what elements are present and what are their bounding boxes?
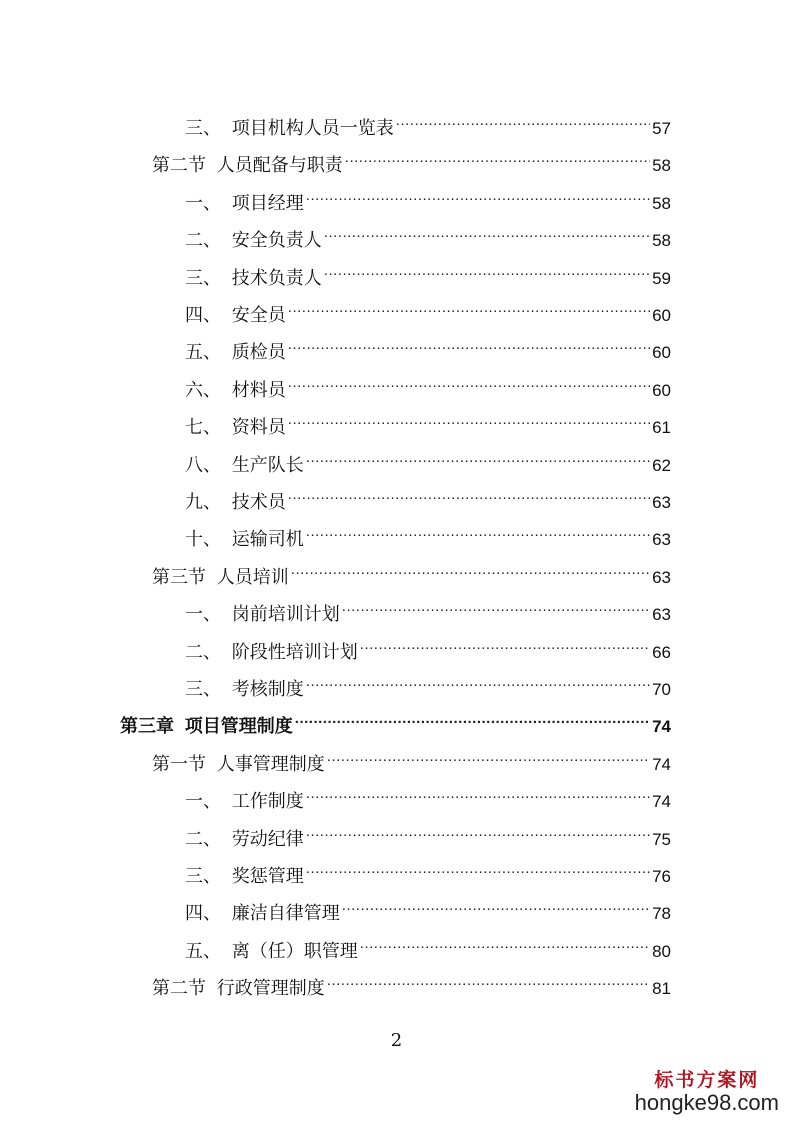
dot-leader — [306, 665, 650, 695]
toc-entry-text: 技术负责人 — [231, 267, 322, 289]
dot-leader — [324, 216, 650, 246]
toc-entry-title — [185, 899, 342, 929]
toc-entry-number: 第二节 — [152, 155, 206, 177]
toc-entry-number: 六、 — [185, 379, 221, 401]
toc-entry-title — [120, 712, 295, 742]
toc-entry-number: 第三章 — [120, 716, 174, 738]
toc-entry-number: 三、 — [185, 866, 221, 887]
toc-entry-number: 二、 — [185, 230, 221, 252]
toc-entry-title — [152, 563, 291, 593]
toc-entry-page: 60 — [652, 343, 671, 363]
toc-entry-number: 四、 — [185, 903, 221, 925]
toc-entry-text: 离（任）职管理 — [231, 940, 358, 962]
toc-entry[interactable] — [152, 740, 671, 775]
dot-leader — [342, 590, 650, 620]
dot-leader — [360, 628, 650, 658]
toc-entry-text: 安全负责人 — [231, 230, 322, 252]
toc-entry-page: 60 — [652, 306, 671, 325]
toc-entry-text: 技术员 — [231, 492, 286, 513]
dot-leader — [324, 254, 650, 284]
toc-entry-title — [185, 264, 324, 294]
toc-entry-number: 一、 — [185, 604, 221, 626]
watermark-en: hongke98.com — [634, 1089, 779, 1115]
dot-leader — [288, 403, 650, 433]
dot-leader — [306, 852, 650, 882]
toc-entry-title — [185, 301, 288, 331]
toc-entry-title — [185, 937, 360, 967]
toc-entry-text: 材料员 — [231, 379, 286, 401]
toc-entry[interactable] — [185, 179, 671, 214]
toc-entry[interactable] — [185, 927, 671, 962]
page-number: 2 — [390, 1030, 403, 1051]
toc-entry-page: 78 — [652, 904, 671, 924]
toc-entry-number: 五、 — [185, 342, 221, 364]
dot-leader — [306, 179, 650, 209]
dot-leader — [295, 702, 650, 732]
toc-entry-text: 安全员 — [231, 305, 286, 326]
toc-entry-title — [185, 525, 306, 555]
dot-leader — [288, 366, 650, 396]
toc-entry-page: 74 — [652, 754, 671, 774]
toc-entry[interactable] — [185, 403, 671, 439]
toc-entry[interactable] — [152, 553, 671, 588]
toc-entry-title — [185, 376, 288, 406]
dot-leader — [291, 553, 650, 583]
toc-entry-page: 57 — [652, 119, 671, 138]
dot-leader — [306, 815, 650, 845]
toc-entry-number: 一、 — [185, 192, 221, 214]
toc-entry-page: 60 — [652, 380, 671, 400]
toc-entry-page: 58 — [652, 193, 671, 213]
toc-entry-title — [185, 600, 342, 630]
toc-entry-title — [185, 825, 306, 855]
toc-entry-text: 人员配备与职责 — [216, 155, 343, 177]
toc-entry-page: 62 — [652, 455, 671, 475]
toc-entry-text: 项目机构人员一览表 — [231, 118, 394, 139]
toc-entry-text: 廉洁自律管理 — [231, 903, 340, 925]
toc-entry-text: 考核制度 — [231, 679, 304, 700]
toc-entry-page: 58 — [652, 156, 671, 176]
toc-entry-text: 阶段性培训计划 — [231, 641, 358, 663]
toc-entry-title — [185, 787, 306, 817]
toc-entry[interactable] — [185, 104, 671, 139]
dot-leader — [288, 291, 650, 321]
toc-entry-page: 76 — [652, 867, 671, 886]
dot-leader — [360, 927, 650, 957]
toc-entry[interactable] — [185, 254, 671, 289]
toc-entry-title — [185, 114, 396, 144]
dot-leader — [306, 777, 650, 807]
toc-entry-page: 59 — [652, 268, 671, 288]
toc-entry-text: 项目管理制度 — [184, 716, 293, 738]
toc-entry-number: 五、 — [185, 940, 221, 962]
toc-entry[interactable] — [185, 628, 671, 663]
dot-leader — [288, 478, 650, 508]
toc-entry-number: 三、 — [185, 118, 221, 139]
toc-entry[interactable] — [185, 478, 671, 513]
toc-entry-title — [185, 675, 306, 705]
watermark-cn: 标书方案网 — [654, 1069, 760, 1091]
toc-entry-text: 运输司机 — [231, 529, 304, 551]
toc-entry[interactable] — [185, 515, 671, 551]
toc-entry-page: 63 — [652, 530, 671, 550]
toc-entry-page: 63 — [652, 567, 671, 587]
toc-entry[interactable] — [185, 328, 671, 364]
toc-entry-number: 七、 — [185, 417, 221, 439]
toc-entry[interactable] — [185, 366, 671, 401]
toc-entry-number: 三、 — [185, 679, 221, 700]
toc-entry-title — [185, 451, 306, 481]
toc-entry-number: 十、 — [185, 529, 221, 551]
toc-entry[interactable] — [185, 815, 671, 850]
dot-leader — [345, 141, 650, 171]
toc-entry-title — [152, 151, 345, 181]
toc-entry-title — [185, 338, 288, 368]
toc-entry-title — [185, 189, 306, 219]
toc-entry-text: 质检员 — [231, 342, 286, 364]
toc-entry[interactable] — [185, 777, 671, 813]
toc-entry-page: 63 — [652, 493, 671, 512]
toc-entry-page: 74 — [652, 792, 671, 812]
toc-entry-text: 项目经理 — [231, 192, 304, 214]
toc-entry[interactable] — [185, 590, 671, 626]
toc-entry-text: 工作制度 — [231, 791, 304, 813]
toc-entry[interactable] — [185, 216, 671, 252]
toc-entry-page: 70 — [652, 680, 671, 699]
toc-entry-number: 二、 — [185, 828, 221, 850]
toc-entry-page: 61 — [652, 418, 671, 438]
toc-entry-number: 第三节 — [152, 566, 206, 588]
toc-entry[interactable] — [185, 665, 671, 700]
toc-entry-page: 58 — [652, 231, 671, 251]
toc-entry-title — [152, 750, 327, 780]
toc-entry-number: 第一节 — [152, 753, 206, 775]
toc-entry-page: 75 — [652, 829, 671, 849]
toc-entry-title — [185, 226, 324, 256]
toc-entry-text: 岗前培训计划 — [231, 604, 340, 626]
toc-entry-number: 三、 — [185, 267, 221, 289]
toc-entry-title — [185, 488, 288, 518]
toc-entry-title — [185, 413, 288, 443]
toc-entry-number: 二、 — [185, 641, 221, 663]
toc-entry[interactable] — [185, 291, 671, 326]
toc-entry-page: 80 — [652, 941, 671, 961]
toc-entry-text: 劳动纪律 — [231, 828, 304, 850]
toc-entry-page: 66 — [652, 642, 671, 662]
dot-leader — [342, 889, 650, 919]
toc-entry[interactable] — [185, 441, 671, 476]
toc-entry[interactable] — [185, 889, 671, 925]
toc-entry-page: 81 — [652, 979, 671, 999]
toc-entry-text: 资料员 — [231, 417, 286, 439]
toc-entry-title — [152, 974, 327, 1004]
toc-entry-text: 人事管理制度 — [216, 753, 325, 775]
toc-entry[interactable] — [152, 141, 671, 177]
toc-entry[interactable] — [185, 852, 671, 887]
toc-entry-number: 九、 — [185, 492, 221, 513]
dot-leader — [306, 515, 650, 545]
toc-entry-text: 奖惩管理 — [231, 866, 304, 887]
dot-leader — [396, 104, 650, 134]
dot-leader — [288, 328, 650, 358]
toc-entry-title — [185, 862, 306, 892]
toc-entry[interactable] — [120, 702, 671, 738]
toc-entry[interactable] — [152, 964, 671, 1000]
watermark-logo — [635, 1071, 779, 1114]
dot-leader — [327, 964, 650, 994]
toc-entry-page: 63 — [652, 605, 671, 625]
toc-entry-number: 四、 — [185, 305, 221, 326]
dot-leader — [327, 740, 650, 770]
toc-entry-text: 生产队长 — [231, 454, 304, 476]
toc-entry-number: 第二节 — [152, 978, 206, 1000]
toc-entry-page: 74 — [652, 717, 671, 737]
toc-entry-number: 一、 — [185, 791, 221, 813]
dot-leader — [306, 441, 650, 471]
toc-entry-title — [185, 638, 360, 668]
toc-entry-text: 人员培训 — [216, 566, 289, 588]
toc-entry-text: 行政管理制度 — [216, 978, 325, 1000]
toc-entry-number: 八、 — [185, 454, 221, 476]
